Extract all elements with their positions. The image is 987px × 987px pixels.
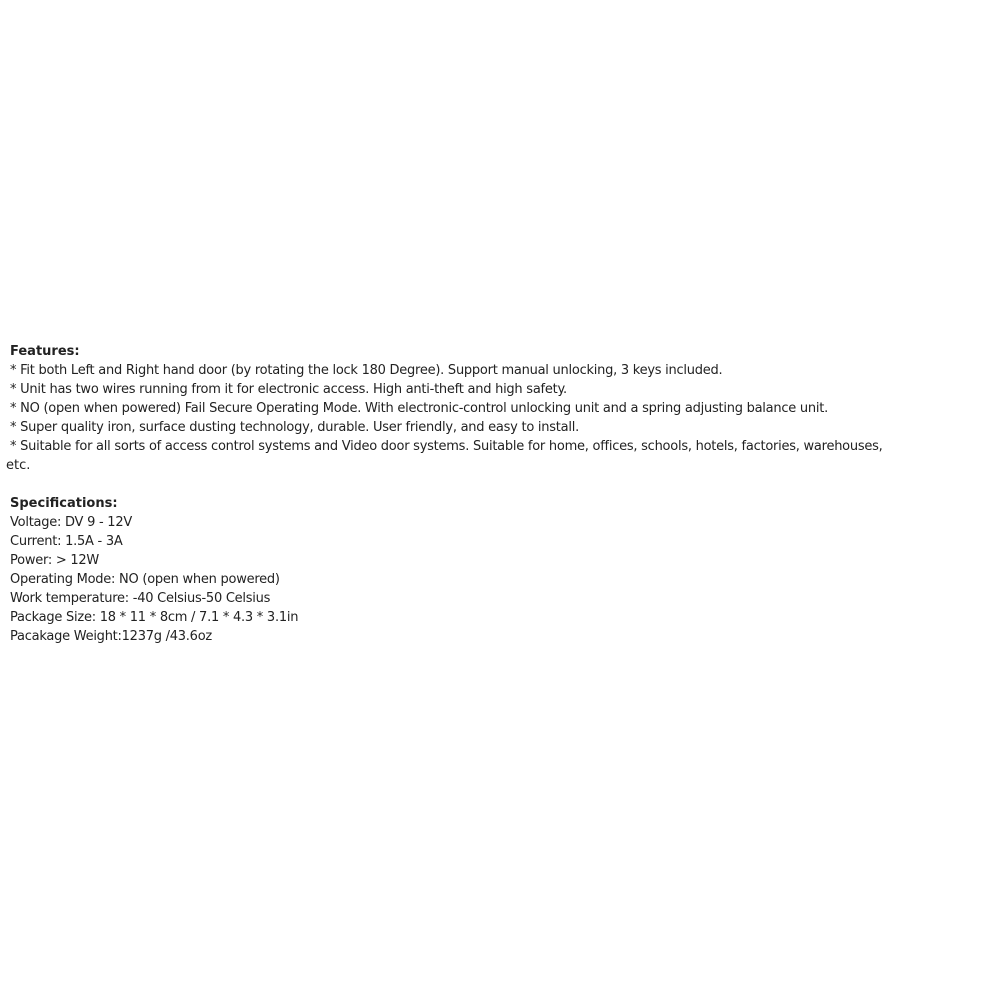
spec-package-size: Package Size: 18 * 11 * 8cm / 7.1 * 4.3 * 3.1in xyxy=(10,610,299,625)
feature-item: * NO (open when powered) Fail Secure Operating Mode. With electronic-control unlocking unit and a spring adjusting balance unit. xyxy=(10,401,828,416)
feature-item: * Fit both Left and Right hand door (by rotating the lock 180 Degree). Support manual unlocking, 3 keys included. xyxy=(10,363,723,378)
spec-current: Current: 1.5A - 3A xyxy=(10,534,123,549)
spec-package-weight: Pacakage Weight:1237g /43.6oz xyxy=(10,629,212,644)
feature-item: * Suitable for all sorts of access control systems and Video door systems. Suitable for home, offices, schools, hotels, factories, warehouses, xyxy=(10,439,883,454)
feature-item-continuation: etc. xyxy=(6,458,31,473)
feature-item: * Super quality iron, surface dusting technology, durable. User friendly, and easy to install. xyxy=(10,420,579,435)
product-description xyxy=(6,342,984,646)
spec-work-temperature: Work temperature: -40 Celsius-50 Celsius xyxy=(10,591,271,606)
features-heading: Features: xyxy=(10,344,80,359)
spec-voltage: Voltage: DV 9 - 12V xyxy=(10,515,132,530)
specifications-heading: Specifications: xyxy=(10,496,118,511)
feature-item: * Unit has two wires running from it for electronic access. High anti-theft and high safety. xyxy=(10,382,567,397)
section-spacer xyxy=(6,475,984,494)
spec-operating-mode: Operating Mode: NO (open when powered) xyxy=(10,572,280,587)
spec-power: Power: > 12W xyxy=(10,553,100,568)
